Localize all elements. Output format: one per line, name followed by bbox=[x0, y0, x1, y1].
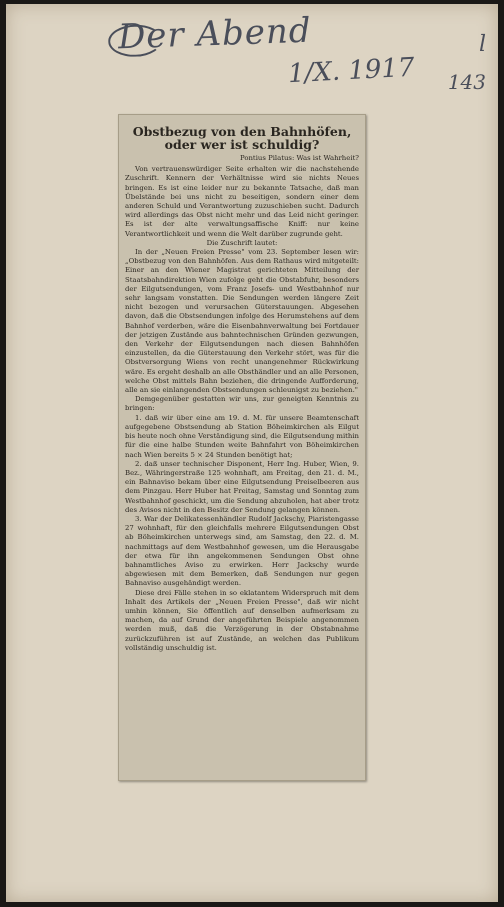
article-paragraph: Diese drei Fälle stehen in so eklatantem Widerspruch mit dem Inhalt des Artikels der „Neuen Freien Presse", daß wir nicht umhin können, Sie öffentlich auf denselben aufmerksam zu machen, da auf Grund der angeführten Beispiele angenommen werden muß, daß die Verzögerung in der Obstabnahme zurückzuführen ist auf Zustände, an welchen das Publikum vollständig unschuldig ist. bbox=[125, 588, 359, 652]
page-number-mark: 143 bbox=[447, 70, 486, 94]
article-paragraph: 1. daß wir über eine am 19. d. M. für unsere Beamtenschaft aufgegebene Obstsendung ab Station Böheimkirchen als Eilgut bis heute noch ohne Verständigung sind, die Eilgutsendung mithin für die eine halbe Stunden weite Bahnfahrt von Böheimkirchen nach Wien bereits 5 × 24 Stunden benötigt hat; bbox=[125, 413, 359, 459]
archive-sheet bbox=[6, 4, 498, 902]
handwritten-date: 1/X. 1917 bbox=[287, 52, 416, 90]
article-paragraph: 3. War der Delikatessenhändler Rudolf Jackschy, Piaristengasse 27 wohnhaft, für den gleichfalls mehrere Eilgutsendungen Obst ab Böheimkirchen unterwegs sind, am Samstag, den 22. d. M. nachmittags auf dem Westbahnhof gewesen, um die Herausgabe der etwa für ihn angekommenen Sendungen Obst ohne bahnamtliches Aviso zu erwirken. Herr Jackschy wurde abgewiesen mit dem Bemerken, daß Sendungen nur gegen Bahnaviso ausgehändigt werden. bbox=[125, 514, 359, 588]
newspaper-clipping bbox=[118, 114, 366, 781]
article-paragraph: 2. daß unser technischer Disponent, Herr Ing. Huber, Wien, 9. Bez., Währingerstraße 125 wohnhaft, am Freitag, den 21. d. M., ein Bahnaviso bekam über eine Eilgutsendung Preiselbeeren aus dem Pinzgau. Herr Huber hat Freitag, Samstag und Sonntag zum Westbahnhof geschickt, um die Sendung abzuholen, hat aber trotz des Avisos nicht in den Besitz der Sendung gelangen können. bbox=[125, 459, 359, 514]
article-headline: Obstbezug von den Bahnhöfen, oder wer ist schuldig? bbox=[132, 124, 352, 152]
article-paragraph: Die Zuschrift lautet: bbox=[206, 238, 278, 247]
handwritten-title: Der Abend bbox=[117, 11, 312, 58]
article-paragraph: In der „Neuen Freien Presse" vom 23. September lesen wir: „Obstbezug von den Bahnhöfen. Aus dem Rathaus wird mitgeteilt: Einer an den Wiener Magistrat gerichteten Mitteilung der Staatsbahndirektion Wien zufolge geht die Obstabfuhr, besonders der Eilgutsendungen, vom Franz Josefs- und Westbahnhof nur sehr langsam vonstatten. Die Sendungen werden längere Zeit nicht bezogen und verursachen Güterstauungen. Abgesehen davon, daß die Obstsendungen infolge des Herumstehens auf dem Bahnhof verderben, wäre die Eisenbahnverwaltung bei Fortdauer der jetzigen Zustände aus bahntechnischen Gründen gezwungen, den Verkehr der Eilgutsendungen nach diesen Bahnhöfen einzustellen, da die Güterstauung den Verkehr stört, was für die Obstversorgung Wiens von recht unangenehmer Rückwirkung wäre. Es ergeht deshalb an alle Obsthändler und an alle Personen, welche Obst mittels Bahn beziehen, die dringende Aufforderung, alle an sie einlangenden Obstsendungen schleunigst zu beziehen." bbox=[125, 248, 359, 395]
side-mark: l bbox=[478, 32, 486, 57]
article-motto: Pontius Pilatus: Was ist Wahrheit? bbox=[239, 154, 359, 162]
article-paragraph: Von vertrauenswürdiger Seite erhalten wir die nachstehende Zuschrift. Kennern der Verhältnisse wird sie nichts Neues bringen. Es ist eine leider nur zu bekannte Tatsache, daß man Übelstände bei uns nicht zu beseitigen, sondern einer dem anderen Schuld und Verantwortung zuzuschieben sucht. Dadurch wird allerdings das Obst nicht mehr und das Leid nicht geringer. Es ist der alte verwaltungsaffische Kniff: nur keine Verantwortlichkeit und wenn die Welt darüber zugrunde geht. bbox=[125, 165, 359, 238]
article-paragraph: Demgegenüber gestatten wir uns, zur geneigten Kenntnis zu bringen: bbox=[125, 395, 359, 413]
